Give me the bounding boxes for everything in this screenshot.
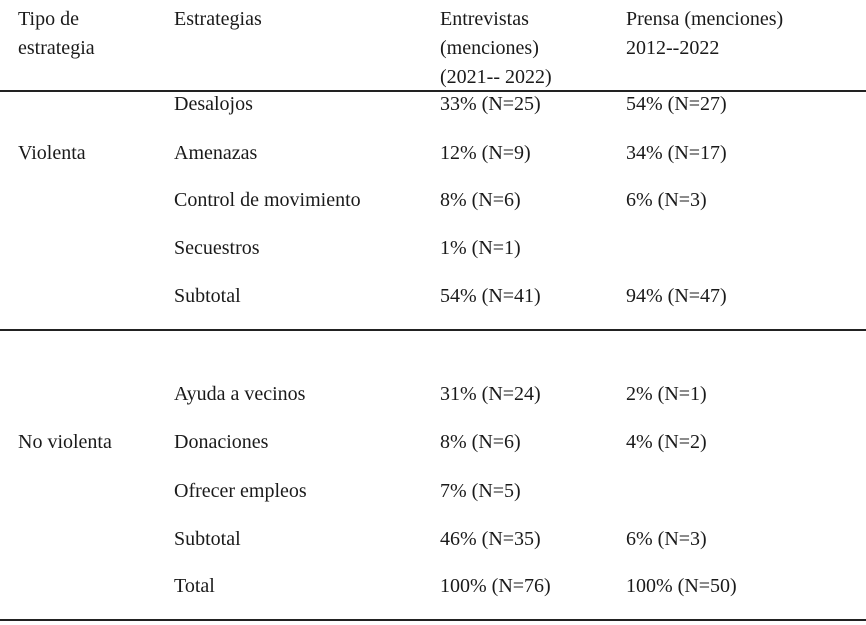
row-interviews: 8% (N=6) [440,189,521,211]
row-strategy: Subtotal [174,285,241,307]
row-press: 2% (N=1) [626,383,707,405]
row-interviews: 100% (N=76) [440,575,551,597]
header-press-line2: 2012--2022 [626,37,720,59]
row-strategy: Desalojos [174,93,253,115]
row-interviews: 8% (N=6) [440,431,521,453]
row-strategy: Control de movimiento [174,189,361,211]
row-press: 54% (N=27) [626,93,727,115]
header-rule [0,90,866,92]
row-strategy: Total [174,575,215,597]
header-strategies: Estrategias [174,8,262,30]
header-press-line1: Prensa (menciones) [626,8,784,30]
row-strategy: Ofrecer empleos [174,480,307,502]
header-interviews-line1: Entrevistas [440,8,529,30]
row-strategy: Donaciones [174,431,269,453]
row-strategy: Subtotal [174,528,241,550]
row-interviews: 31% (N=24) [440,383,541,405]
row-interviews: 33% (N=25) [440,93,541,115]
group-type-violenta: Violenta [18,142,86,164]
header-interviews-line2: (menciones) [440,37,539,59]
header-interviews-line3: (2021-- 2022) [440,66,552,88]
bottom-rule [0,619,866,621]
row-press: 94% (N=47) [626,285,727,307]
row-strategy: Ayuda a vecinos [174,383,306,405]
row-strategy: Amenazas [174,142,258,164]
group-type-no-violenta: No violenta [18,431,112,453]
row-interviews: 1% (N=1) [440,237,521,259]
row-interviews: 46% (N=35) [440,528,541,550]
row-interviews: 7% (N=5) [440,480,521,502]
group-rule [0,329,866,331]
row-press: 100% (N=50) [626,575,737,597]
row-press: 6% (N=3) [626,528,707,550]
row-interviews: 54% (N=41) [440,285,541,307]
row-press: 34% (N=17) [626,142,727,164]
row-strategy: Secuestros [174,237,260,259]
header-type-line2: estrategia [18,37,95,59]
row-press: 6% (N=3) [626,189,707,211]
cut-off-title [330,0,470,4]
row-interviews: 12% (N=9) [440,142,531,164]
header-type-line1: Tipo de [18,8,79,30]
row-press: 4% (N=2) [626,431,707,453]
